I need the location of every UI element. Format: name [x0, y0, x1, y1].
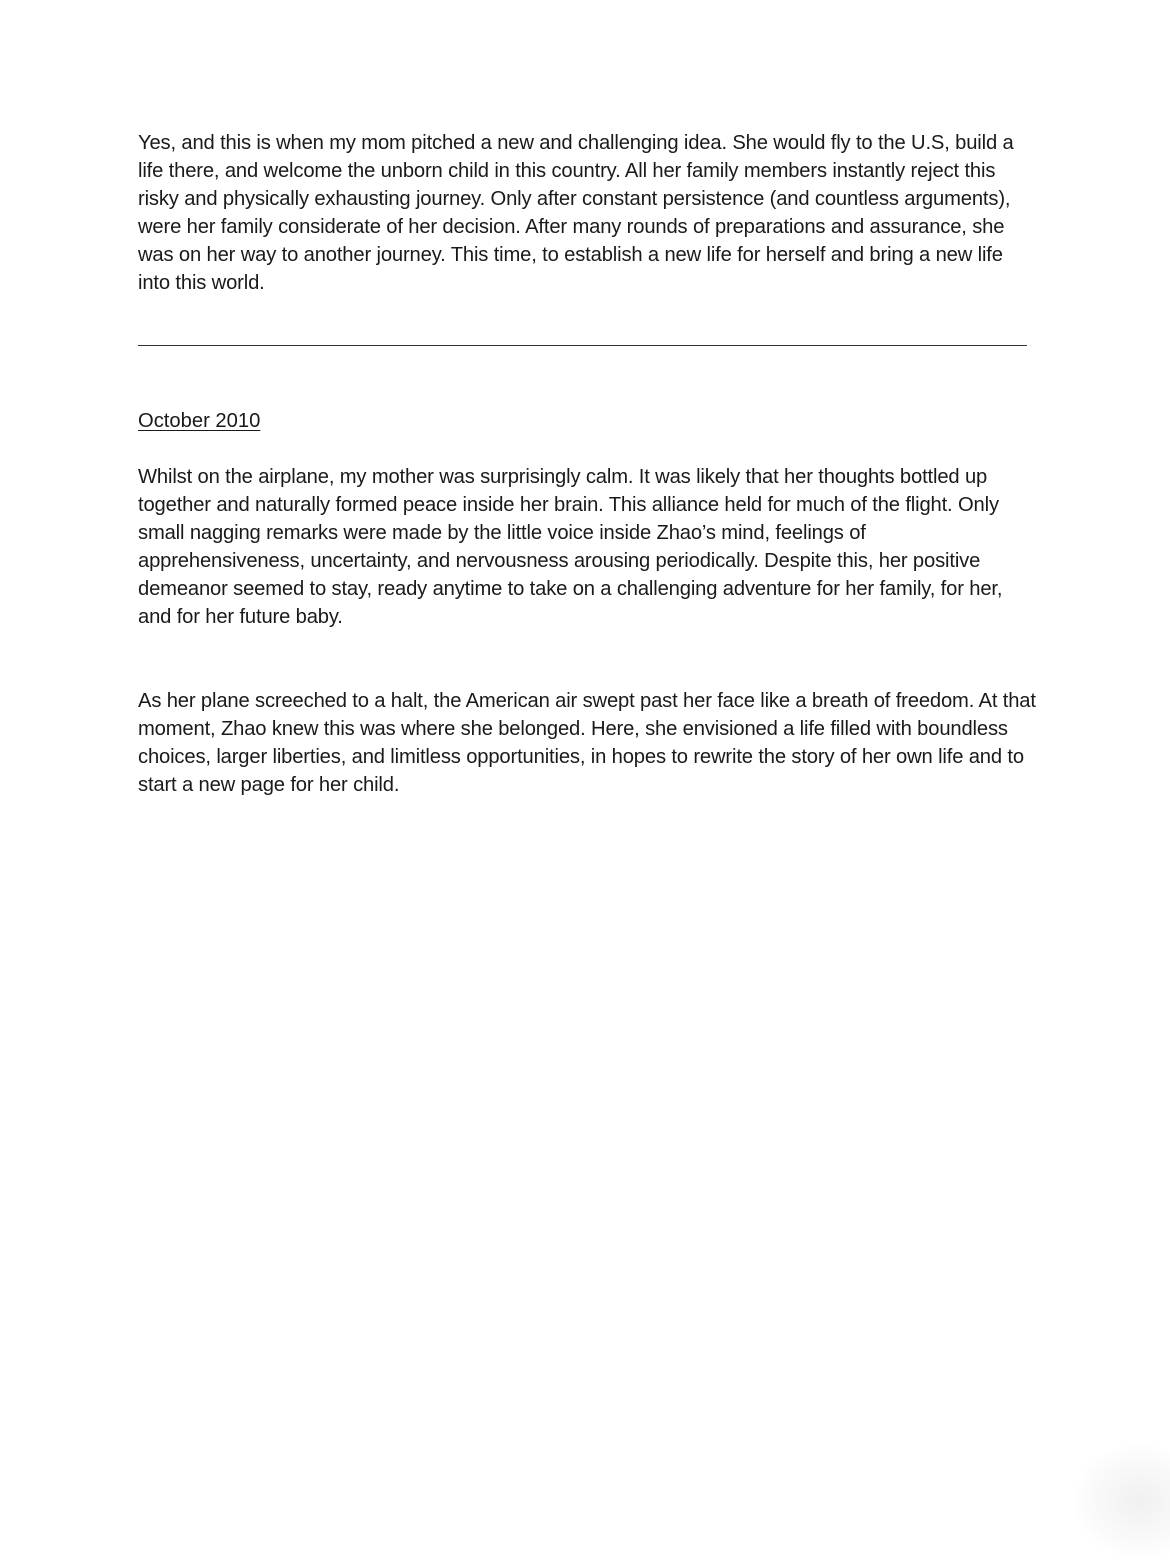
document-body — [138, 129, 1038, 799]
section-divider — [138, 327, 1027, 346]
paragraph-airplane: Whilst on the airplane, my mother was surprisingly calm. It was likely that her thoughts bottled up together and naturally formed peace inside her brain. This alliance held for much of the flight. Only small nagging remarks were made by the little voice inside Zhao’s mind, feelings of apprehensiveness, uncertainty, and nervousness arousing periodically. Despite this, her positive demeanor seemed to stay, ready anytime to take on a challenging adventure for her family, for her, and for her future baby. — [138, 466, 1003, 628]
paragraph-arrival: As her plane screeched to a halt, the American air swept past her face like a breath of freedom. At that moment, Zhao knew this was where she belonged. Here, she envisioned a life filled with boundless choices, larger liberties, and limitless opportunities, in hopes to rewrite the story of her own life and to start a new page for her child. — [138, 690, 1036, 796]
page-curl-shadow — [1070, 1441, 1170, 1561]
section-date-heading: October 2010 — [138, 410, 261, 432]
paragraph-intro: Yes, and this is when my mom pitched a new and challenging idea. She would fly to the U.S, build a life there, and welcome the unborn child in this country. All her family members instantly reject this risky and physically exhausting journey. Only after constant persistence (and countless arguments), were her family considerate of her decision. After many rounds of preparations and assurance, she was on her way to another journey. This time, to establish a new life for herself and bring a new life into this world. — [138, 132, 1014, 294]
